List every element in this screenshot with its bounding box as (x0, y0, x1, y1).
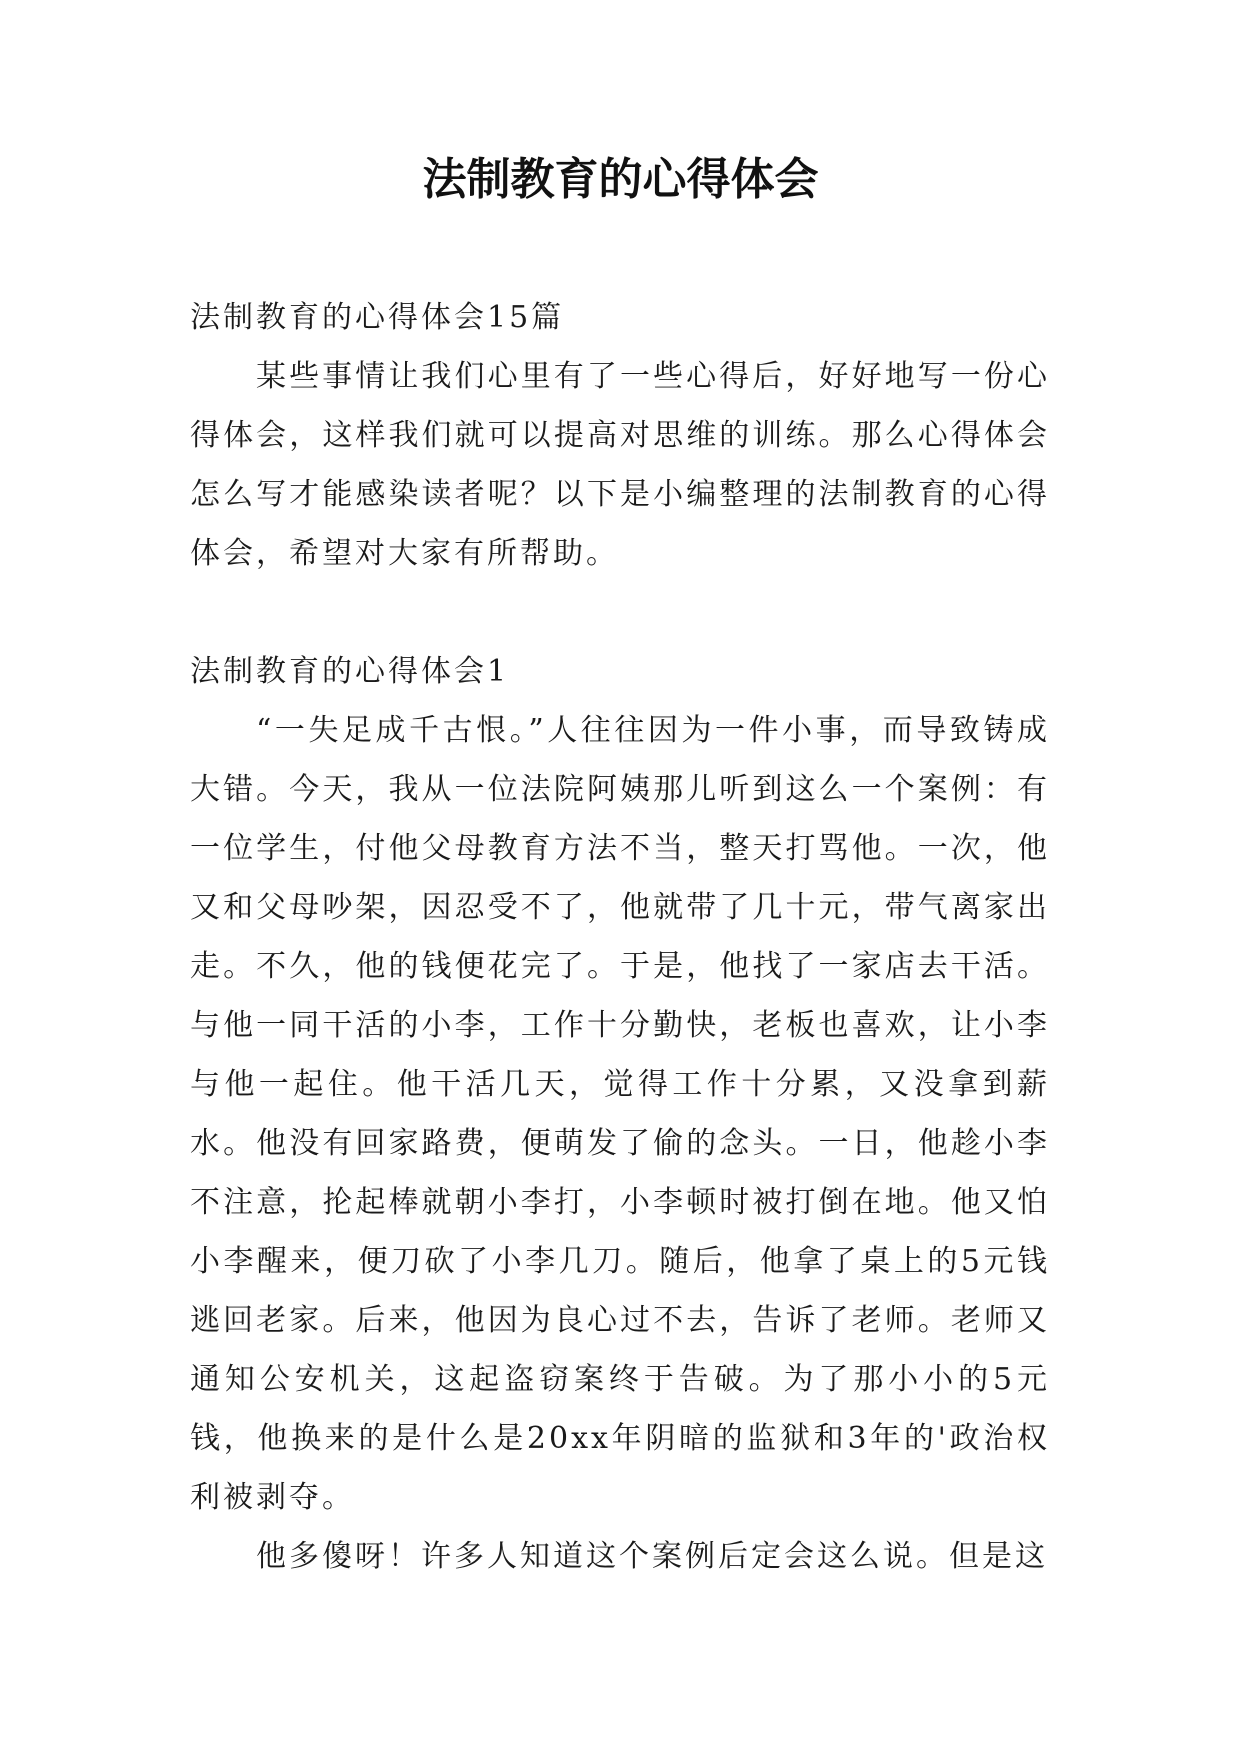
document-body (190, 288, 1050, 1586)
section-paragraph-2: 他多傻呀！许多人知道这个案例后定会这么说。但是这 (256, 1539, 1048, 1574)
document-title: 法制教育的心得体会 (422, 154, 819, 205)
paragraph-gap (190, 583, 1050, 642)
section-heading: 法制教育的心得体会1 (190, 654, 510, 689)
document-subtitle: 法制教育的心得体会15篇 (190, 300, 565, 335)
section-paragraph-1: “一失足成千古恨。”人往往因为一件小事，而导致铸成大错。今天，我从一位法院阿姨那儿听到这么一个案例：有一位学生，付他父母教育方法不当，整天打骂他。一次，他又和父母吵架，因忍受不了，他就带了几十元，带气离家出走。不久，他的钱便花完了。于是，他找了一家店去干活。与他一同干活的小李，工作十分勤快，老板也喜欢，让小李与他一起住。他干活几天，觉得工作十分累，又没拿到薪水。他没有回家路费，便萌发了偷的念头。一日，他趁小李不注意，抡起棒就朝小李打，小李顿时被打倒在地。他又怕小李醒来，便刀砍了小李几刀。随后，他拿了桌上的5元钱逃回老家。后来，他因为良心过不去，告诉了老师。老师又通知公安机关，这起盗窃案终于告破。为了那小小的5元钱，他换来的是什么是20xx年阴暗的监狱和3年的'政治权利被剥夺。 (190, 713, 1050, 1515)
intro-paragraph: 某些事情让我们心里有了一些心得后，好好地写一份心得体会，这样我们就可以提高对思维的训练。那么心得体会怎么写才能感染读者呢？以下是小编整理的法制教育的心得体会，希望对大家有所帮助。 (190, 359, 1050, 571)
